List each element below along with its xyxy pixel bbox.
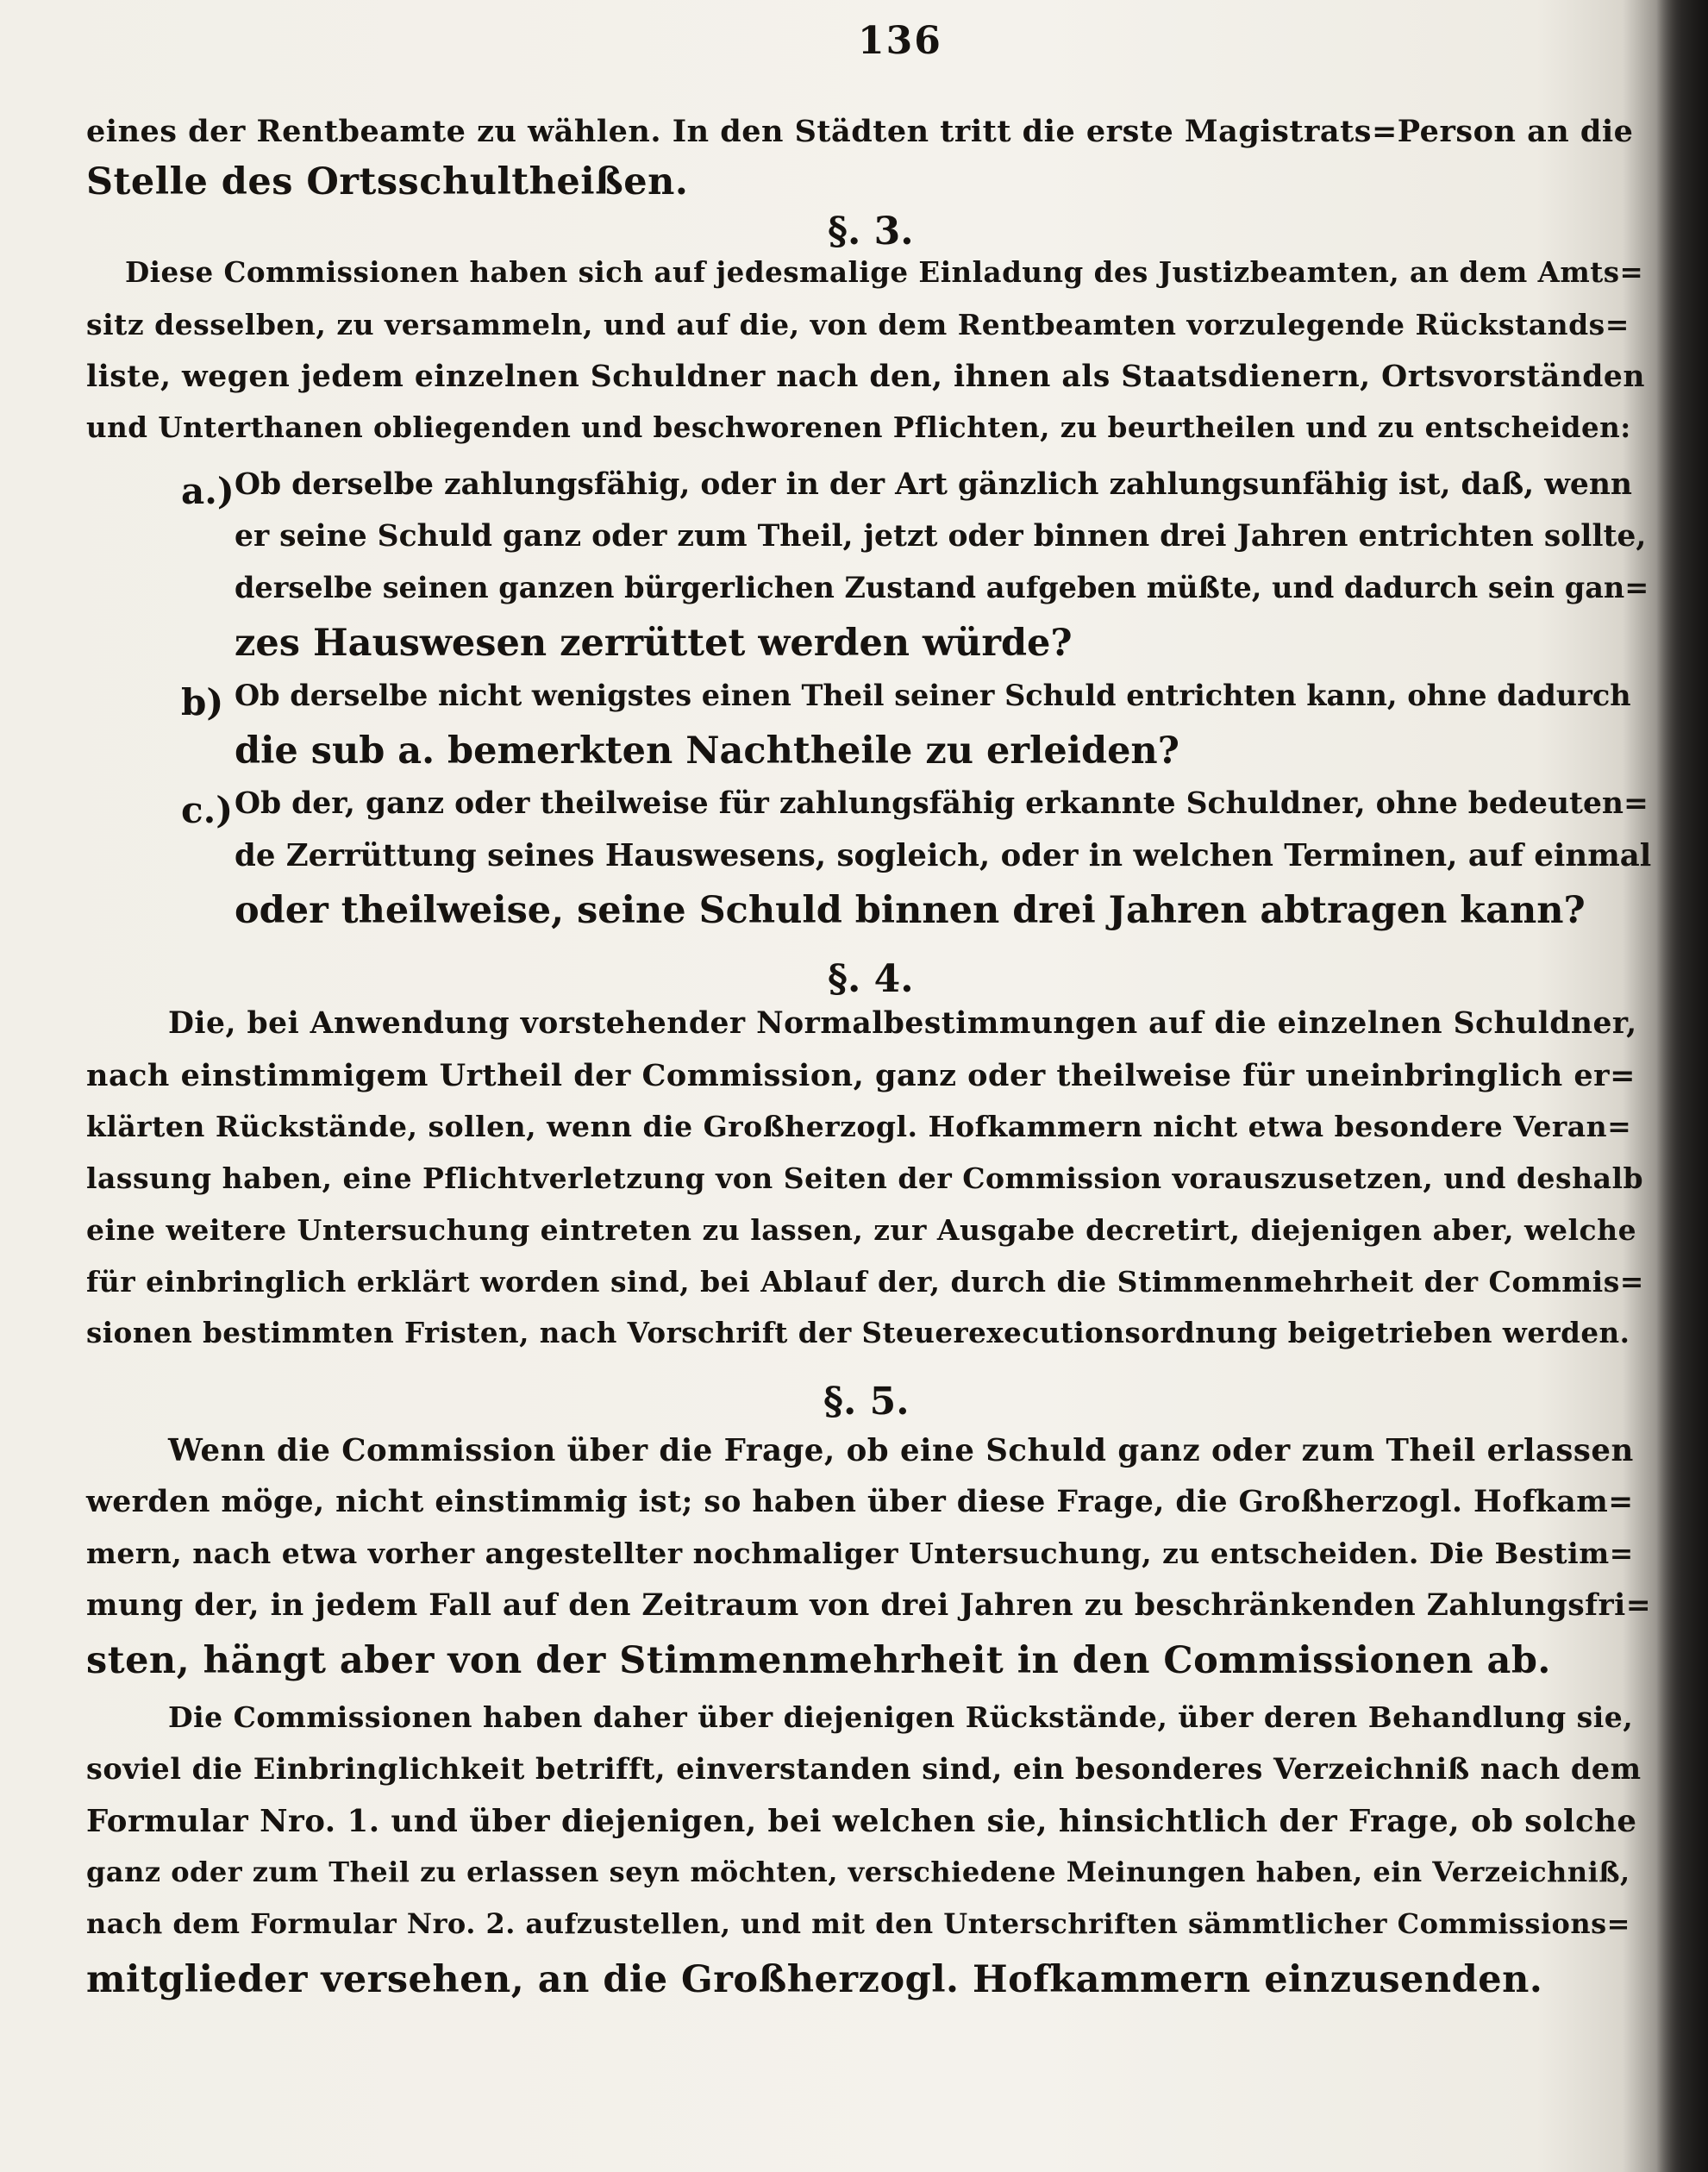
text-line: mung der, in jedem Fall auf den Zeitraum von drei Jahren zu beschränkenden Zahlungsfri=: [86, 1588, 1652, 1623]
item-line: er seine Schuld ganz oder zum Theil, jetzt oder binnen drei Jahren entrichten sollte,: [235, 519, 1647, 554]
text-line: Wenn die Commission über die Frage, ob eine Schuld ganz oder zum Theil erlassen: [168, 1433, 1634, 1468]
item-line: oder theilweise, seine Schuld binnen drei Jahren abtragen kann?: [235, 889, 1586, 932]
item-line: Ob derselbe nicht wenigstes einen Theil seiner Schuld entrichten kann, ohne dadurch: [235, 679, 1631, 712]
text-line: mern, nach etwa vorher angestellter nochmaliger Untersuchung, zu entscheiden. Die Bestim=: [86, 1537, 1634, 1570]
item-line: zes Hauswesen zerrüttet werden würde?: [235, 622, 1073, 665]
text-line: sionen bestimmten Fristen, nach Vorschrift der Steuerexecutionsordnung beigetrieben werden.: [86, 1316, 1630, 1349]
section-heading-4: §. 4.: [828, 957, 914, 1001]
text-line: liste, wegen jedem einzelnen Schuldner nach den, ihnen als Staatsdienern, Ortsvorständen: [86, 360, 1645, 394]
text-line: sten, hängt aber von der Stimmenmehrheit in den Commissionen ab.: [86, 1639, 1551, 1682]
text-line: soviel die Einbringlichkeit betrifft, einverstanden sind, ein besonderes Verzeichniß nach dem: [86, 1752, 1642, 1786]
text-line: ganz oder zum Theil zu erlassen seyn möchten, verschiedene Meinungen haben, ein Verzeichniß,: [86, 1856, 1630, 1888]
item-label-a: a.): [181, 470, 235, 512]
item-line: de Zerrüttung seines Hauswesens, sogleich, oder in welchen Terminen, auf einmal: [235, 838, 1652, 873]
text-line: lassung haben, eine Pflichtverletzung von Seiten der Commission vorauszusetzen, und deshalb: [86, 1161, 1644, 1195]
item-line: Ob der, ganz oder theilweise für zahlungsfähig erkannte Schuldner, ohne bedeuten=: [235, 786, 1649, 821]
item-label-c: c.): [181, 789, 234, 831]
text-line: eines der Rentbeamte zu wählen. In den Städten tritt die erste Magistrats=Person an die: [86, 114, 1634, 149]
page-number: 136: [858, 19, 942, 63]
text-line: Die Commissionen haben daher über diejenigen Rückstände, über deren Behandlung sie,: [168, 1700, 1634, 1734]
text-line: werden möge, nicht einstimmig ist; so haben über diese Frage, die Großherzogl. Hofkam=: [86, 1485, 1634, 1519]
text-line: mitglieder versehen, an die Großherzogl. Hofkammern einzusenden.: [86, 1958, 1543, 2001]
book-gutter-shadow: [1656, 0, 1708, 2172]
text-line: Diese Commissionen haben sich auf jedesmalige Einladung des Justizbeamten, an dem Amts=: [125, 255, 1644, 289]
text-line: nach dem Formular Nro. 2. aufzustellen, und mit den Unterschriften sämmtlicher Commissions=: [86, 1907, 1630, 1940]
text-line: Formular Nro. 1. und über diejenigen, bei welchen sie, hinsichtlich der Frage, ob solche: [86, 1804, 1637, 1839]
text-line: nach einstimmigem Urtheil der Commission, ganz oder theilweise für uneinbringlich er=: [86, 1058, 1636, 1093]
text-line: Stelle des Ortsschultheißen.: [86, 160, 689, 203]
item-line: derselbe seinen ganzen bürgerlichen Zustand aufgeben müßte, und dadurch sein gan=: [235, 571, 1649, 604]
item-line: die sub a. bemerkten Nachtheile zu erleiden?: [235, 729, 1179, 773]
text-line: für einbringlich erklärt worden sind, bei Ablauf der, durch die Stimmenmehrheit der Commis=: [86, 1265, 1644, 1299]
section-heading-5: §. 5.: [823, 1380, 910, 1424]
text-line: eine weitere Untersuchung eintreten zu lassen, zur Ausgabe decretirt, diejenigen aber, welche: [86, 1213, 1637, 1247]
text-line: klärten Rückstände, sollen, wenn die Großherzogl. Hofkammern nicht etwa besondere Veran=: [86, 1110, 1632, 1143]
text-line: Die, bei Anwendung vorstehender Normalbestimmungen auf die einzelnen Schuldner,: [168, 1006, 1637, 1041]
text-line: sitz desselben, zu versammeln, und auf die, von dem Rentbeamten vorzulegende Rückstands=: [86, 308, 1630, 341]
section-heading-3: §. 3.: [828, 210, 914, 254]
text-line: und Unterthanen obliegenden und beschworenen Pflichten, zu beurtheilen und zu entscheiden:: [86, 410, 1631, 444]
item-line: Ob derselbe zahlungsfähig, oder in der Art gänzlich zahlungsunfähig ist, daß, wenn: [235, 467, 1633, 502]
item-label-b: b): [181, 681, 224, 723]
